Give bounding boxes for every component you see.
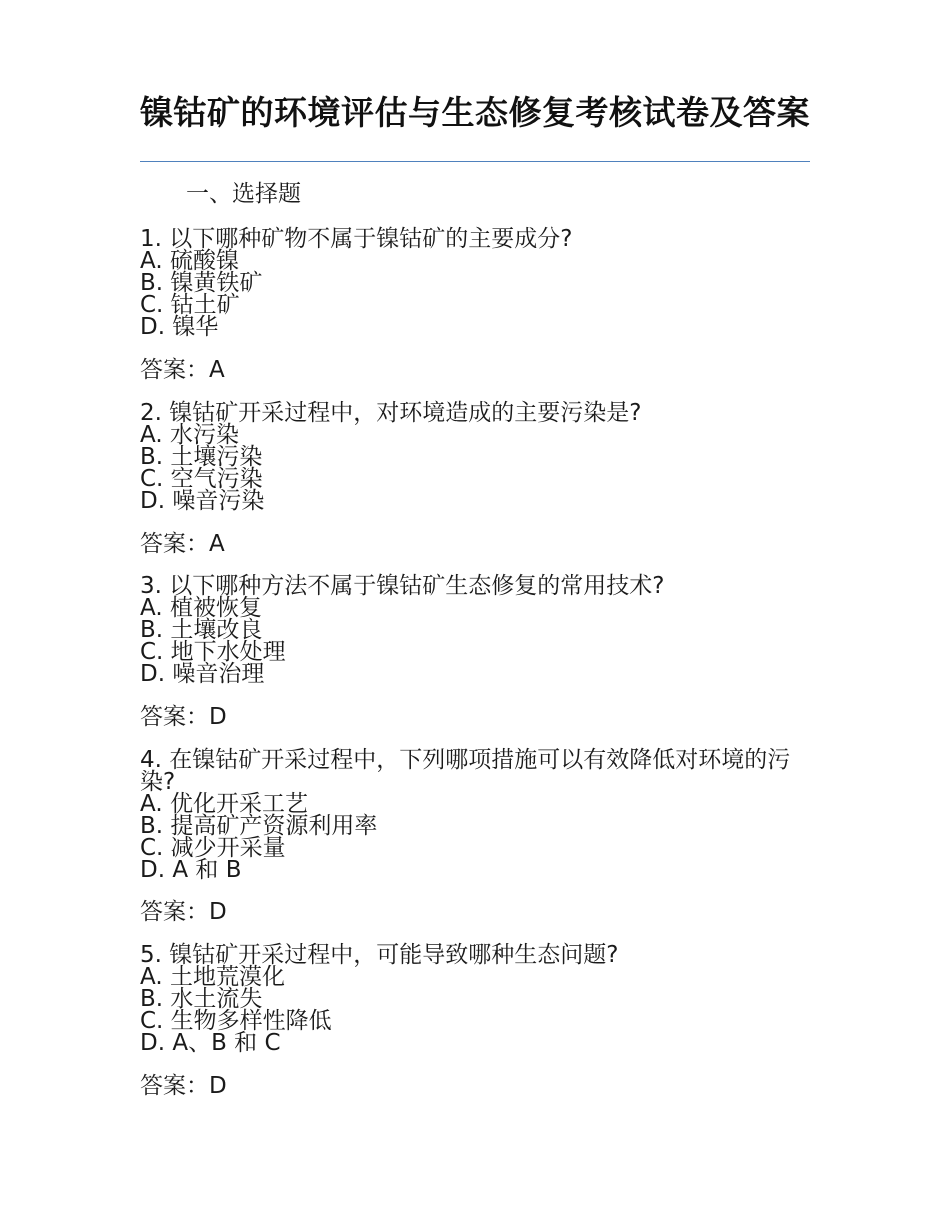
answer-2: 答案：A [140, 531, 225, 557]
option-c: C. 空气污染 [140, 466, 263, 492]
question-block-4 [140, 749, 810, 881]
answer-4: 答案：D [140, 899, 227, 925]
option-b: B. 提高矿产资源利用率 [140, 813, 378, 839]
option-d: D. 镍华 [140, 314, 219, 340]
title-underline [140, 161, 810, 162]
option-b: B. 水土流失 [140, 986, 263, 1012]
question-text: 1. 以下哪种矿物不属于镍钴矿的主要成分? [140, 226, 573, 252]
option-d: D. 噪音污染 [140, 488, 265, 514]
question-block-3 [140, 575, 810, 685]
option-b: B. 土壤污染 [140, 444, 263, 470]
option-a: A. 植被恢复 [140, 595, 262, 621]
option-a: A. 硫酸镍 [140, 248, 239, 274]
option-d: D. A、B 和 C [140, 1030, 281, 1056]
section-heading: 一、选择题 [186, 181, 301, 207]
option-a: A. 优化开采工艺 [140, 791, 308, 817]
option-c: C. 生物多样性降低 [140, 1008, 332, 1034]
option-b: B. 土壤改良 [140, 617, 263, 643]
option-c: C. 减少开采量 [140, 835, 286, 861]
question-text: 4. 在镍钴矿开采过程中，下列哪项措施可以有效降低对环境的污染? [140, 747, 791, 795]
answer-3: 答案：D [140, 704, 227, 730]
option-d: D. A 和 B [140, 857, 242, 883]
option-a: A. 土地荒漠化 [140, 964, 285, 990]
question-text: 5. 镍钴矿开采过程中，可能导致哪种生态问题? [140, 942, 619, 968]
option-c: C. 地下水处理 [140, 639, 286, 665]
question-block-5 [140, 944, 810, 1054]
option-b: B. 镍黄铁矿 [140, 270, 263, 296]
question-block-1 [140, 228, 810, 338]
question-text: 2. 镍钴矿开采过程中，对环境造成的主要污染是? [140, 400, 642, 426]
question-text: 3. 以下哪种方法不属于镍钴矿生态修复的常用技术? [140, 573, 665, 599]
answer-5: 答案：D [140, 1073, 227, 1099]
option-c: C. 钴土矿 [140, 292, 240, 318]
option-a: A. 水污染 [140, 422, 239, 448]
document-title: 镍钴矿的环境评估与生态修复考核试卷及答案 [140, 93, 810, 132]
question-block-2 [140, 402, 810, 512]
option-d: D. 噪音治理 [140, 661, 265, 687]
answer-1: 答案：A [140, 357, 225, 383]
